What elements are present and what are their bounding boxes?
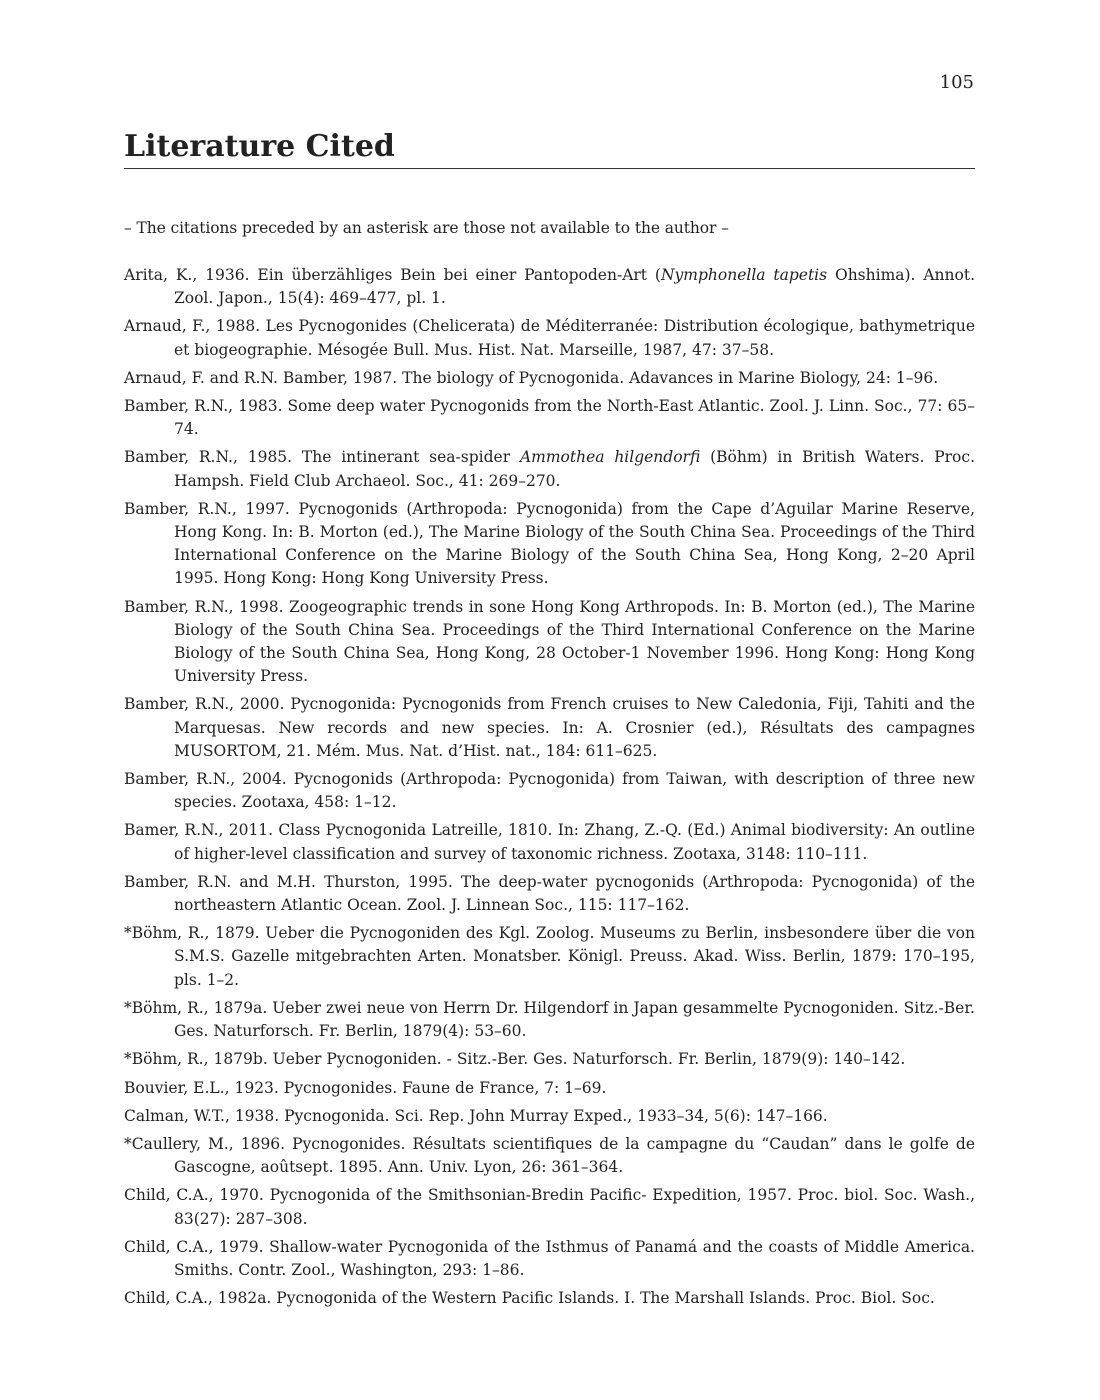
reference-item: [124, 819, 975, 865]
reference-text: *Böhm, R., 1879. Ueber die Pycnogoniden des Kgl. Zoolog. Museums zu Berlin, insbesondere über die von S.M.S. Gazelle mitgebrachten Arten. Monatsber. Königl. Preuss. Akad. Wiss. Berlin, 1879: 170–195, pls. 1–2.: [124, 924, 975, 989]
reference-item: [124, 693, 975, 763]
reference-text: *Caullery, M., 1896. Pycnogonides. Résultats scientifiques de la campagne du “Caudan” dans le golfe de Gascogne, aoûtsept. 1895. Ann. Univ. Lyon, 26: 361–364.: [124, 1134, 975, 1177]
species-name: Nymphonella tapetis: [660, 266, 828, 284]
reference-item: [124, 1287, 975, 1310]
reference-text: Child, C.A., 1979. Shallow-water Pycnogonida of the Isthmus of Panamá and the coasts of Middle America. Smiths. Contr. Zool., Washington, 293: 1–86.: [124, 1237, 975, 1279]
reference-text: Bamber, R.N., 1997. Pycnogonids (Arthropoda: Pycnogonida) from the Cape d’Aguilar Marine Reserve, Hong Kong. In: B. Morton (ed.), The Marine Biology of the South China Sea. Proceedings of the Third International Conference on the Marine Biology of the South China Sea, Hong Kong, 2–20 April 1995. Hong Kong: Hong Kong University Press.: [124, 499, 975, 588]
reference-item: [124, 1048, 975, 1071]
reference-text: Bamber, R.N., 2004. Pycnogonids (Arthropoda: Pycnogonida) from Taiwan, with description of three new species. Zootaxa, 458: 1–12.: [124, 770, 975, 812]
reference-text: *Böhm, R., 1879b. Ueber Pycnogoniden. - Sitz.-Ber. Ges. Naturforsch. Fr. Berlin, 1879(9): 140–142.: [124, 1050, 906, 1069]
reference-text: Bamber, R.N., 1983. Some deep water Pycnogonids from the North-East Atlantic. Zool. J. Linn. Soc., 77: 65–74.: [124, 397, 975, 439]
reference-text: Arnaud, F. and R.N. Bamber, 1987. The biology of Pycnogonida. Adavances in Marine Biology, 24: 1–96.: [124, 368, 939, 387]
reference-text: Arita, K., 1936. Ein überzähliges Bein bei einer Pantopoden-Art (: [124, 266, 661, 284]
reference-text: Child, C.A., 1982a. Pycnogonida of the Western Pacific Islands. I. The Marshall Islands. Proc. Biol. Soc.: [124, 1289, 935, 1308]
reference-item: [124, 264, 975, 310]
citation-note: – The citations preceded by an asterisk are those not available to the author –: [124, 219, 729, 237]
reference-text: Bamber, R.N. and M.H. Thurston, 1995. The deep-water pycnogonids (Arthropoda: Pycnogonida) of the northeastern Atlantic Ocean. Zool. J. Linnean Soc., 115: 117–162.: [124, 872, 975, 915]
reference-item: [124, 596, 975, 689]
reference-text: Child, C.A., 1970. Pycnogonida of the Smithsonian-Bredin Pacific- Expedition, 1957. Proc. biol. Soc. Wash., 83(27): 287–308.: [124, 1186, 975, 1228]
reference-item: [124, 446, 975, 492]
reference-item: [124, 315, 975, 361]
page-number: 105: [939, 72, 974, 93]
reference-item: [124, 367, 975, 390]
reference-text: Bouvier, E.L., 1923. Pycnogonides. Faune de France, 7: 1–69.: [124, 1078, 607, 1097]
reference-list: [124, 264, 975, 1315]
reference-text: Arnaud, F., 1988. Les Pycnogonides (Chelicerata) de Méditerranée: Distribution écologique, bathymetrique et biogeographie. Mésogée Bull. Mus. Hist. Nat. Marseille, 1987, 47: 37–58.: [124, 317, 975, 359]
page-title: Literature Cited: [124, 128, 975, 169]
reference-text: Calman, W.T., 1938. Pycnogonida. Sci. Rep. John Murray Exped., 1933–34, 5(6): 147–166.: [124, 1106, 828, 1125]
species-name: Ammothea hilgendorfi: [519, 448, 701, 467]
reference-item: [124, 395, 975, 441]
reference-item: [124, 922, 975, 992]
reference-text: *Böhm, R., 1879a. Ueber zwei neue von Herrn Dr. Hilgendorf in Japan gesammelte Pycnogoniden. Sitz.-Ber. Ges. Naturforsch. Fr. Berlin, 1879(4): 53–60.: [124, 998, 975, 1041]
reference-item: [124, 1105, 975, 1128]
reference-item: [124, 871, 975, 917]
reference-text: Bamber, R.N., 2000. Pycnogonida: Pycnogonids from French cruises to New Caledonia, Fiji, Tahiti and the Marquesas. New records and new species. In: A. Crosnier (ed.), Résultats des campagnes MUSORTOM, 21. Mém. Mus. Nat. d’Hist. nat., 184: 611–625.: [124, 695, 975, 760]
reference-item: [124, 1184, 975, 1230]
reference-text: Bamer, R.N., 2011. Class Pycnogonida Latreille, 1810. In: Zhang, Z.-Q. (Ed.) Animal biodiversity: An outline of higher-level classification and survey of taxonomic richness. Zootaxa, 3148: 110–111.: [124, 821, 975, 863]
reference-text-tail: Ohshima). Annot. Zool. Japon., 15(4): 469–477, pl. 1.: [174, 266, 976, 308]
reference-text-tail: (Böhm) in British Waters. Proc. Hampsh. Field Club Archaeol. Soc., 41: 269–270.: [174, 448, 975, 490]
reference-item: [124, 1077, 975, 1100]
reference-item: [124, 997, 975, 1043]
reference-item: [124, 1236, 975, 1282]
reference-item: [124, 768, 975, 814]
reference-text: Bamber, R.N., 1998. Zoogeographic trends in sone Hong Kong Arthropods. In: B. Morton (ed.), The Marine Biology of the South China Sea. Proceedings of the Third International Conference on the Marine Biology of the South China Sea, Hong Kong, 28 October-1 November 1996. Hong Kong: Hong Kong University Press.: [124, 597, 975, 686]
reference-item: [124, 498, 975, 591]
reference-item: [124, 1133, 975, 1179]
reference-text: Bamber, R.N., 1985. The intinerant sea-spider: [124, 448, 520, 467]
